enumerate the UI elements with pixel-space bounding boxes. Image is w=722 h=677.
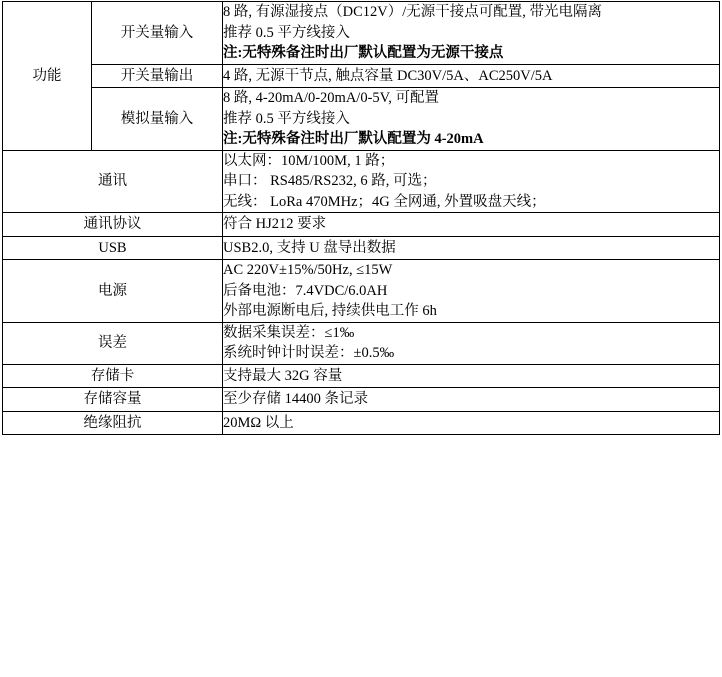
table-row: [3, 411, 720, 435]
table-row: [3, 88, 720, 151]
value-line: 数据采集误差：≤1‰: [223, 324, 355, 341]
category-label: 功能: [32, 67, 62, 84]
subcategory-label: 开关量输入: [120, 24, 194, 41]
category-cell: [3, 2, 92, 151]
table-row: [3, 236, 720, 260]
value-line: 8 路, 4-20mA/0-20mA/0-5V, 可配置: [223, 90, 440, 106]
value-cell: [223, 236, 720, 260]
value-line: 至少存储 14400 条记录: [223, 391, 368, 407]
value-line: AC 220V±15%/50Hz, ≤15W: [223, 262, 393, 278]
value-cell: [223, 388, 720, 412]
value-cell: [223, 411, 720, 435]
table-row: [3, 2, 720, 65]
value-line: 推荐 0.5 平方线接入: [223, 110, 350, 127]
category-label: 误差: [98, 334, 127, 351]
table-row: [3, 364, 720, 388]
value-line: 4 路, 无源干节点, 触点容量 DC30V/5A、AC250V/5A: [223, 67, 553, 84]
category-label: 存储卡: [90, 367, 135, 384]
value-line: 串口： RS485/RS232, 6 路, 可选；: [223, 173, 437, 189]
subcategory-label: 模拟量输入: [120, 110, 194, 127]
table-row: [3, 64, 720, 88]
value-line-note: 注:无特殊备注时出厂默认配置为无源干接点: [223, 45, 504, 61]
specifications-table: [2, 1, 720, 435]
value-cell: [223, 2, 720, 65]
subcategory-label: 开关量输出: [120, 67, 194, 84]
value-cell: [223, 213, 720, 237]
category-label: USB: [98, 239, 127, 256]
subcategory-cell: [92, 64, 223, 88]
value-line: 20MΩ 以上: [223, 414, 294, 431]
category-label: 绝缘阻抗: [83, 414, 142, 431]
table-row: [3, 322, 720, 364]
category-cell: [3, 260, 223, 323]
value-cell: [223, 364, 720, 388]
category-label: 通讯: [98, 173, 127, 189]
category-label: 通讯协议: [83, 216, 142, 232]
category-cell: [3, 388, 223, 412]
value-line: 8 路, 有源湿接点（DC12V）/无源干接点可配置, 带光电隔离: [223, 4, 603, 20]
category-cell: [3, 150, 223, 213]
category-cell: [3, 411, 223, 435]
category-cell: [3, 213, 223, 237]
value-cell: [223, 322, 720, 364]
value-line: 支持最大 32G 容量: [223, 367, 343, 384]
value-line: 符合 HJ212 要求: [223, 216, 327, 232]
value-line: USB2.0, 支持 U 盘导出数据: [223, 239, 396, 256]
category-cell: [3, 364, 223, 388]
table-row: [3, 388, 720, 412]
subcategory-cell: [92, 88, 223, 151]
value-line-note: 注:无特殊备注时出厂默认配置为 4-20mA: [223, 131, 484, 147]
category-cell: [3, 236, 223, 260]
table-row: [3, 150, 720, 213]
table-row: [3, 213, 720, 237]
table-row: [3, 260, 720, 323]
subcategory-cell: [92, 2, 223, 65]
specifications-table-body: [3, 2, 720, 435]
category-cell: [3, 322, 223, 364]
value-line: 外部电源断电后, 持续供电工作 6h: [223, 303, 437, 319]
value-cell: [223, 64, 720, 88]
value-line: 以太网：10M/100M, 1 路；: [223, 152, 395, 169]
value-line: 推荐 0.5 平方线接入: [223, 24, 350, 41]
value-line: 无线： LoRa 470MHz；4G 全网通, 外置吸盘天线；: [223, 193, 546, 210]
value-cell: [223, 150, 720, 213]
value-line: 系统时钟计时误差：±0.5‰: [223, 345, 395, 361]
value-cell: [223, 88, 720, 151]
category-label: 存储容量: [83, 391, 142, 407]
value-cell: [223, 260, 720, 323]
value-line: 后备电池：7.4VDC/6.0AH: [223, 282, 388, 299]
category-label: 电源: [98, 282, 127, 299]
